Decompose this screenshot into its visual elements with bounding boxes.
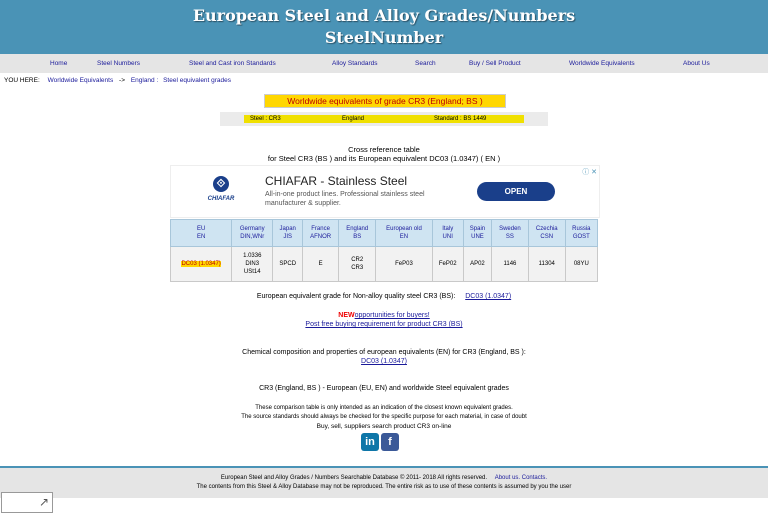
col-england: England BS — [339, 220, 376, 247]
social-links — [361, 432, 401, 451]
chem-link[interactable]: DC03 (1.0347) — [361, 358, 407, 365]
expand-widget[interactable] — [1, 492, 53, 513]
ad-open-button[interactable]: OPEN — [477, 182, 555, 201]
col-japan: Japan JIS — [273, 220, 303, 247]
equivalents-table — [170, 219, 598, 282]
cell-italy: FeP02 — [432, 247, 463, 282]
expand-arrow-icon[interactable]: ↗ — [38, 495, 49, 509]
cell-sweden: 1146 — [492, 247, 529, 282]
ad-logo — [199, 174, 243, 208]
disclaimer-1: These comparison table is only intended as an indication of the closest known equivalent grades. — [255, 405, 513, 411]
breadcrumb-current[interactable]: Steel equivalent grades — [163, 77, 232, 84]
summary-line: CR3 (England, BS ) - European (EU, EN) and worldwide Steel equivalent grades — [259, 385, 509, 392]
grade-steel: Steel : CR3 — [250, 116, 281, 122]
grade-info-bar — [220, 112, 548, 126]
cross-reference-heading — [0, 145, 768, 163]
cell-england: CR2 CR3 — [339, 247, 376, 282]
nav-about[interactable]: About Us — [683, 60, 710, 67]
eu-equivalent-line: European equivalent grade for Non-alloy quality steel CR3 (BS): DC03 (1.0347) — [256, 293, 512, 300]
opportunities-link[interactable]: opportunities for buyers! — [354, 312, 430, 319]
site-header — [0, 0, 768, 54]
site-title-line1: European Steel and Alloy Grades/Numbers — [192, 6, 576, 25]
footer-about-link[interactable]: About us. Contacts. — [494, 475, 548, 481]
buy-sell-line: Buy, sell, suppliers search product CR3 on-line — [316, 423, 452, 430]
post-request-link[interactable]: Post free buying requirement for product CR3 (BS) — [305, 321, 463, 328]
cross-reference-line2: for Steel CR3 (BS ) and its European equivalent DC03 (1.0347) ( EN ) — [267, 154, 501, 163]
cell-france: E — [303, 247, 339, 282]
cross-reference-line1: Cross reference table — [348, 145, 420, 154]
cell-european-old: FeP03 — [376, 247, 432, 282]
ad-logo-text: CHIAFAR — [207, 196, 235, 202]
breadcrumb-separator: -> — [119, 77, 125, 84]
cell-czechia: 11304 — [528, 247, 565, 282]
new-badge: NEW — [338, 312, 355, 319]
linkedin-icon[interactable]: in — [361, 433, 379, 451]
grade-country: England — [342, 116, 365, 122]
nav-buy-sell[interactable]: Buy / Sell Product — [469, 60, 521, 67]
nav-steel-numbers[interactable]: Steel Numbers — [97, 60, 140, 67]
breadcrumb-england[interactable]: England : — [130, 77, 159, 84]
post-request-line — [0, 320, 768, 329]
col-germany: Germany DIN,WNr — [232, 220, 273, 247]
cell-russia: 08YU — [565, 247, 597, 282]
chem-line: Chemical composition and properties of european equivalents (EN) for CR3 (England, BS ): — [242, 349, 526, 356]
nav-home[interactable]: Home — [50, 60, 68, 67]
cell-germany: 1.0336 DIN3 USt14 — [232, 247, 273, 282]
nav-alloy-standards[interactable]: Alloy Standards — [332, 60, 378, 67]
nav-worldwide-equivalents[interactable]: Worldwide Equivalents — [569, 60, 635, 67]
col-sweden: Sweden SS — [492, 220, 529, 247]
page-title: Worldwide equivalents of grade CR3 (England; BS ) — [264, 94, 506, 108]
grade-info-inner — [244, 115, 524, 123]
breadcrumb — [4, 77, 231, 84]
footer — [0, 468, 768, 498]
footer-line2: The contents from this Steel & Alloy Database may not be reproduced. The entire risk as to use of these contents is assumed by you the user — [196, 484, 572, 490]
nav-steel-standards[interactable]: Steel and Cast iron Standards — [189, 60, 276, 67]
col-european-old: European old EN — [376, 220, 432, 247]
ad-description: All-in-one product lines. Professional stainless steel manufacturer & supplier. — [265, 191, 425, 207]
ad-banner[interactable] — [170, 165, 600, 218]
col-czechia: Czechia CSN — [528, 220, 565, 247]
col-france: France AFNOR — [303, 220, 339, 247]
cell-japan: SPCD — [273, 247, 303, 282]
nav-bar — [0, 54, 768, 73]
facebook-icon[interactable]: f — [381, 433, 399, 451]
cell-spain: AP02 — [463, 247, 491, 282]
grade-standard: Standard : BS 1449 — [434, 116, 487, 122]
disclaimer-2: The source standards should always be checked for the specific purpose for each material, in case of doubt — [241, 414, 527, 420]
opportunities-line — [0, 311, 768, 320]
breadcrumb-prefix: YOU HERE: — [4, 77, 40, 84]
chem-link-line — [0, 357, 768, 366]
footer-line1: European Steel and Alloy Grades / Numbers Searchable Database © 2011- 2018 All rights reserved. About us. Contacts. — [220, 475, 548, 481]
col-russia: Russia GOST — [565, 220, 597, 247]
col-eu: EU EN — [171, 220, 232, 247]
col-spain: Spain UNE — [463, 220, 491, 247]
breadcrumb-worldwide[interactable]: Worldwide Equivalents — [47, 77, 114, 84]
nav-search[interactable]: Search — [415, 60, 436, 67]
table-row — [171, 247, 598, 282]
col-italy: Italy UNI — [432, 220, 463, 247]
cell-eu[interactable]: DC03 (1.0347) — [171, 247, 232, 282]
ad-logo-mark: ⟐ — [213, 176, 229, 192]
site-title-line2: SteelNumber — [324, 28, 444, 47]
table-header-row — [171, 220, 598, 247]
ad-title[interactable]: CHIAFAR - Stainless Steel — [265, 174, 408, 188]
ad-choices-icon[interactable]: ⓘ ✕ — [582, 169, 597, 176]
eu-equivalent-link[interactable]: DC03 (1.0347) — [465, 293, 512, 300]
